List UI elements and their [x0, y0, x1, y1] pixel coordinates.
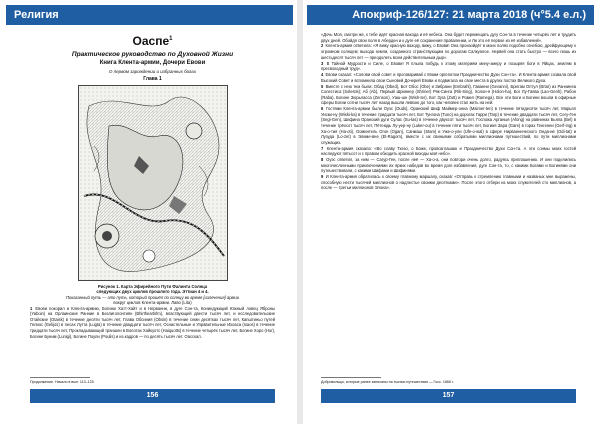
right-page-number-bar	[321, 389, 576, 403]
verse-number: 8	[321, 157, 324, 163]
page-title	[30, 32, 275, 48]
map-drawing	[79, 86, 228, 281]
right-header-bar	[307, 5, 594, 25]
paragraph	[321, 61, 576, 72]
verse-number: 4	[321, 72, 324, 78]
verse-number: 2	[321, 43, 324, 49]
footnote-divider	[321, 377, 381, 378]
paragraph	[30, 306, 275, 340]
subtitle: Практическое руководство по Духовной Жизни	[71, 51, 234, 58]
verse-number: 5	[321, 83, 324, 89]
chapter-heading: Глава 1	[143, 76, 162, 82]
book-title: Книга Клента-армии, Дочери Евови	[99, 60, 206, 66]
byline: О первом зарождении и избранных богах	[108, 69, 197, 74]
footnote-text: Добровольцы, которые ранее записаны на тысячи путешествия — Госс. 1868 г.	[321, 380, 454, 384]
paragraph-text: Клента-армия сказала: «Во славу Тхезо, о Боже, провозглашаю и Праздничество Духи Сон-та. А эти сонмы моих гостей наследуют пятьсот и с правом обходить красной виходы моё небо».	[321, 145, 577, 157]
title-text: Оаспе	[132, 34, 170, 48]
paragraph-text: Клента-армия ответила: «Я вижу красную ваходу, вижу, о Евови! Она произойдёт в моих полях подобно огнебою, дрейфующему к огромном солнцем; выхода земли, созданного странствующим по дорогам Салкуалое. Нервей она стать быстро — всего лишь из шестьдесят тысяч лет — преодолеть всем действительным дыр».	[321, 43, 576, 60]
left-page-number-bar	[30, 389, 275, 403]
paragraph-text: Вместе с нею тем были: Обад (Obed), Бот Обос (Obe) и Зибрани (Embrahl), Гаванни (Gevanni), Бритам Оптул (Brtar) из Раннинеа Солестиса (Solestis); Аб (Ab), Первый Шриннер (Shriner) Ряк-Синга (Rik-Sing), Холон-я (Holon-ha), Бог Лу-Гаява (Lao-Genh), Рабон (Raba), Богине Зюрьласса (Zenson), Уаш-ше (Wish-ter), Бот Зуга (Zutt) и Ромел (Ramega). Все эти Боги и Богини вошли в офирные сферы Богии сотни тысяч лет назад вышли левкою до того, как человек стал жить на ней.	[321, 83, 576, 106]
paragraph	[321, 32, 576, 43]
title-footnote-mark: 1	[169, 36, 173, 42]
footnote	[30, 380, 95, 385]
paragraph	[321, 146, 576, 157]
paragraph-text: «Дочь Моя, смотри же, к тебе идёт красная вахода и её небеса. Она будет перемещать дугу Сон-та в течение четырёх лет и трудить двух дней. Обойдя свои поля в Аберден и к дуге её сохранения провалении, и Ли это её первое из её избавлений».	[321, 32, 576, 43]
verse-number: 9	[321, 174, 324, 180]
figure-caption	[30, 284, 275, 306]
footnote-text: Продолжение. Начало в вып. 113–125.	[30, 380, 95, 384]
right-page	[303, 0, 600, 424]
paragraph	[321, 72, 576, 83]
page-number: 157	[442, 392, 455, 399]
issue-title: Апокриф-126/127: 21 марта 2018 (ч°5.4 е.л.)	[352, 9, 586, 21]
footnote-divider	[30, 377, 90, 378]
left-content	[30, 32, 275, 339]
paragraph-text: Оуэс ответил, за ним — Сагур-Ген, после неё — Ха-о-а, они повтори очень долго, радуясь приглашению. И они поделились многочисленными приключениями их ярких набедов во время доге избавления, дуге Сон-та, то, с какими Богами и Богинями они путешествовали, с какими Шифами и Шифинями.	[321, 157, 576, 174]
right-content	[321, 32, 576, 191]
caption-line-4: вокруг циклов Клента-армии. Лаво (Lita)	[113, 300, 192, 306]
left-header-bar	[6, 5, 293, 25]
paragraph-text: Евови покорил и Клента-армию, Богиню Хатт-Хайт и в Нерванни, в дуге Сон-та, Кониндукиций Южный ловец Яброны (Yaboin) на Орлаинские Ранние в Безлиголонтиян (Bhirtheartirlm), властвующей двести тысяч лет, и исследовательские Отайские (Otaisk) в течение десяти тысяч лет, Глава Обсиния (Obsin) в течение семи десятках тысяч лет, Капштиньо путей Гелиос (Gelijos) в лесах Лугта (Lugta) в течение двадцати тысяч лет, Оснастельные и Управительные Ихоаса (Ixaos) в течение тридцати тысяч лет, Прокладывающий траншеи в Волотах Хайкуотс (Haiquotts) в течение четырёх тысяч лет, Богине Хоро (Hor), Богине Буним (Lunigi), Богине Поули (Poulis) и из кадров — по десять тысяч лет. Оасскал.	[30, 305, 276, 339]
caption-line-2: следующих двух циклов прошлого года. Эттиан 4 и 4.	[96, 289, 209, 295]
paragraph-text: Евови сказал: «Солови свой совет и проговаривай с Моим оргепотом Праздничество Духи Сон-та». И Клента-армия созвала свой Высокий Совет и вспомнила свои Сыновей Дочерей Евови и подвигала на свое места в других постах Великого Духа.	[321, 72, 576, 83]
paragraph	[321, 157, 576, 174]
left-page	[0, 0, 297, 424]
verse-number: 7	[321, 145, 324, 151]
paragraph	[321, 43, 576, 60]
verse-number: 6	[321, 106, 324, 112]
paragraph-text: Гостями Клента-армии были Оуэс (Ouds), Оранский Шиф Маймер-онна (Maimer-ten) в течение пятидесяти тысяч лет, Марьял Уиски-ну (Wiski-ka) в течение тридцати тысяч лет, Бот Тунгона (Tuno) на дорогах Гарри (Tarp) в течение двадцати тысяч лет, Сегу-Ген (Segi-Gen), Шифина Оранский дуги Сулас (Su-las) в течение двухсот тысяч лет, Госпожа Арганыя (Afong) на равнинах Бьяла (Bel) в течение трёхсот тысяч лет, Пётеюдь Лу-уер-ну (Luker-ou) в течение пяти тысяч лет, Богиня Зара (Gare) в горах Генгенеи (Gerf-ing) в Ха-о-тия (Ha-oti), Ооминтель Огон (Ogan), Санмаш (Stam) и Уже-о-ули (Ufe-o-wal) в сфере Нирваннического Онда-ие (Odi-tat) и Лузуда (Lo-zet) в Элиме-вне (El-Ragom), вместе с их свиньями собратьями миллионами путешествий, по пути миллионами служащих.	[321, 106, 576, 145]
paragraph-text: И Клента-армия обратилась к своему главному маршалу, сказав: «Отправь к стремлению главными и названых мне выражены, способную нести тысячей миллионов о надлестье своими десятками». После этого отбери из моих служителей сто миллионов, а после — третьи миллионов Элона».	[321, 174, 576, 191]
paragraph	[321, 106, 576, 145]
verse-number: 1	[30, 305, 33, 311]
caption-line-1: Рисунок 1. Карта Эфирейного Пути Фалинта Солнца	[97, 284, 208, 289]
section-title: Религия	[14, 9, 59, 21]
page-number: 156	[146, 392, 159, 399]
caption-line-3: Показанный путь — это путь, который прошёл по солнцу во время [излечения] армии	[65, 294, 240, 300]
paragraph-text: В Тайной Мудрости и Силе, о Евови! Я плыла побудь к этому материям мину-эмеру и позыряя боги в Яйцах, землям в пресвоходный труд».	[321, 60, 576, 72]
paragraph	[321, 174, 576, 191]
ethereal-map-illustration	[78, 85, 228, 281]
verse-number: 3	[321, 60, 324, 66]
paragraph	[321, 84, 576, 106]
footnote	[321, 380, 454, 385]
